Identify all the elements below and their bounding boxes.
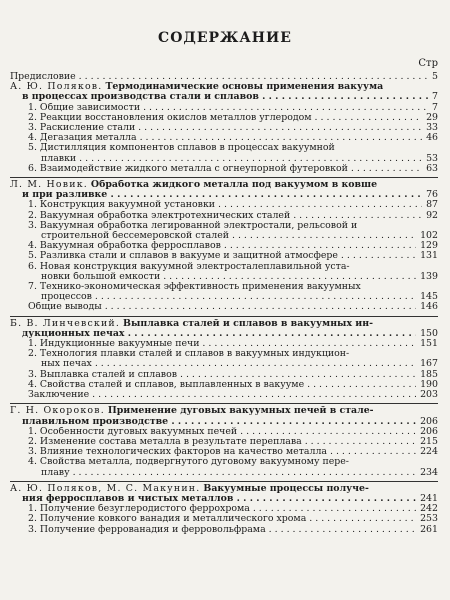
toc-text: 6. Новая конструкция вакуумной электросталеплавильной уста- — [28, 261, 350, 272]
section-divider — [10, 177, 438, 178]
toc-item[interactable] — [10, 427, 438, 437]
toc-section-heading[interactable] — [10, 406, 438, 416]
page-number: 46 — [426, 132, 438, 144]
toc-text: 3. Выплавка сталей и сплавов . . . — [28, 370, 416, 380]
toc-text: 1. Особенности дуговых вакуумных печей . . . — [28, 427, 416, 437]
toc-text: 1. Общие зависимости . . . — [28, 103, 428, 113]
toc-text: Предисловие . . . — [10, 72, 428, 82]
page-number: 146 — [420, 301, 438, 313]
toc-item[interactable] — [10, 251, 438, 261]
section-author: А. Ю. Поляков, М. С. Макунин. — [10, 483, 201, 494]
toc-text: плавильном производстве . . . — [10, 417, 416, 427]
page-column-label: Стр — [418, 58, 438, 69]
toc-item[interactable] — [10, 262, 438, 272]
toc-item[interactable] — [10, 525, 438, 535]
toc-item[interactable] — [10, 113, 438, 123]
section-title: Вакуумные процессы получе- — [203, 483, 369, 494]
page-number: 241 — [420, 492, 438, 504]
toc-item[interactable] — [10, 437, 438, 447]
page-number: 145 — [420, 291, 438, 303]
toc-text: в процессах производства стали и сплавов . . . — [10, 92, 428, 102]
toc-section-heading-cont — [10, 329, 438, 339]
toc-text: 2. Изменение состава металла в результате переплава . . . — [28, 437, 416, 447]
table-of-contents — [10, 72, 438, 535]
toc-item[interactable] — [10, 221, 438, 231]
toc-text: 4. Свойства металла, подвергнутого дуговому вакуумному пере- — [28, 457, 349, 468]
section-divider — [10, 403, 438, 404]
toc-text: новки большой емкости . . . — [41, 272, 416, 282]
toc-item[interactable] — [10, 143, 438, 153]
toc-item[interactable] — [10, 504, 438, 514]
toc-text: 4. Свойства сталей и сплавов, выплавленных в вакууме . . . — [28, 380, 416, 390]
toc-item[interactable] — [10, 349, 438, 359]
toc-section-heading-cont — [10, 494, 438, 504]
toc-item-cont — [10, 272, 438, 282]
toc-item[interactable] — [10, 390, 438, 400]
toc-item[interactable] — [10, 103, 438, 113]
section-author: А. Ю. Поляков. — [10, 82, 103, 93]
section-title: Термодинамические основы применения вакуума — [105, 82, 384, 93]
toc-text: 5. Дистилляция компонентов сплавов в процессах вакуумной — [28, 143, 335, 154]
toc-item[interactable] — [10, 241, 438, 251]
toc-text: и при разливке . . . — [10, 190, 422, 200]
toc-text: 3. Раскисление стали . . . — [28, 123, 422, 133]
toc-item-cont — [10, 359, 438, 369]
toc-text: Общие выводы . . . — [28, 302, 416, 312]
page-number: 102 — [420, 230, 438, 242]
toc-item[interactable] — [10, 282, 438, 292]
page-number: 242 — [420, 503, 438, 515]
toc-text: Заключение . . . — [28, 390, 416, 400]
toc-text: 3. Вакуумная обработка легированной электростали, рельсовой и — [28, 220, 358, 231]
page-number: 215 — [420, 435, 438, 447]
toc-item-cont — [10, 292, 438, 302]
toc-item[interactable] — [10, 123, 438, 133]
toc-text: 1. Конструкция вакуумной установки . . . — [28, 200, 422, 210]
page-number: 224 — [420, 446, 438, 458]
toc-section-heading-cont — [10, 92, 438, 102]
section-title: Применение дуговых вакуумных печей в стале- — [107, 406, 374, 417]
page-number: 53 — [426, 152, 438, 164]
toc-text: ных печах . . . — [41, 359, 416, 369]
toc-section-heading[interactable] — [10, 82, 438, 92]
page-number: 253 — [420, 513, 438, 525]
toc-text: 5. Разливка стали и сплавов в вакууме и защитной атмосфере . . . — [28, 251, 416, 261]
page-number: 131 — [420, 250, 438, 262]
section-author: Л. М. Новик. — [10, 180, 88, 191]
page-number: 185 — [420, 368, 438, 380]
toc-text: 4. Дегазация металла . . . — [28, 133, 422, 143]
toc-text: 3. Получение феррованадия и ферровольфрама . . . — [28, 525, 416, 535]
toc-item-cont — [10, 231, 438, 241]
page-number: 7 — [432, 101, 438, 113]
toc-text: процессов . . . — [41, 292, 416, 302]
page-number: 151 — [420, 338, 438, 350]
toc-text: 1. Индукционные вакуумные печи . . . — [28, 339, 416, 349]
page-number: 139 — [420, 270, 438, 282]
toc-text: 2. Технология плавки сталей и сплавов в вакуумных индукцион- — [28, 349, 350, 360]
toc-item[interactable] — [10, 514, 438, 524]
page-number: 150 — [420, 327, 438, 339]
toc-text: дукционных печах . . . — [10, 329, 416, 339]
page-number: 29 — [426, 111, 438, 123]
toc-item[interactable] — [10, 133, 438, 143]
section-author: Б. В. Линчевский. — [10, 318, 121, 329]
page-number: 7 — [432, 91, 438, 103]
toc-section-heading-cont — [10, 190, 438, 200]
toc-section-heading[interactable] — [10, 319, 438, 329]
toc-item[interactable] — [10, 370, 438, 380]
page-title: СОДЕРЖАНИЕ — [158, 30, 292, 46]
toc-text: 1. Получение безуглеродистого феррохрома . . . — [28, 504, 416, 514]
page-number: 261 — [420, 523, 438, 535]
page-number: 234 — [420, 466, 438, 478]
toc-item-cont — [10, 154, 438, 164]
toc-text: ния ферросплавов и чистых металлов . . . — [10, 494, 416, 504]
toc-item[interactable] — [10, 457, 438, 467]
toc-text: плаву . . . — [41, 468, 416, 478]
section-divider — [10, 481, 438, 482]
page-number: 63 — [426, 162, 438, 174]
section-divider — [10, 316, 438, 317]
section-title: Выплавка сталей и сплавов в вакуумных ин- — [123, 318, 374, 329]
toc-item[interactable] — [10, 211, 438, 221]
toc-text: 6. Взаимодействие жидкого металла с огнеупорной футеровкой . . . — [28, 164, 422, 174]
toc-text: плавки . . . — [41, 154, 422, 164]
toc-text: строительной бессемеровской сталей . . . — [41, 231, 416, 241]
page-number: 167 — [420, 358, 438, 370]
toc-text: 2. Реакции восстановления окислов металлов углеродом . . . — [28, 113, 422, 123]
toc-item[interactable] — [10, 447, 438, 457]
toc-text: 4. Вакуумная обработка ферросплавов . . . — [28, 241, 416, 251]
toc-text: 3. Влияние технологических факторов на качество металла . . . — [28, 447, 416, 457]
page-number: 129 — [420, 240, 438, 252]
page-number: 92 — [426, 209, 438, 221]
toc-item[interactable] — [10, 339, 438, 349]
toc-section-heading[interactable] — [10, 180, 438, 190]
toc-text: 2. Получение ковкого ванадия и металлического хрома . . . — [28, 514, 416, 524]
toc-entry-preface[interactable] — [10, 72, 438, 82]
toc-text: 2. Вакуумная обработка электротехнических сталей . . . — [28, 211, 422, 221]
page-number: 33 — [426, 122, 438, 134]
page-number: 206 — [420, 425, 438, 437]
page-number: 190 — [420, 378, 438, 390]
section-title: Обработка жидкого металла под вакуумом в ковше — [90, 180, 378, 191]
page-number: 5 — [432, 71, 438, 82]
toc-section-heading[interactable] — [10, 484, 438, 494]
toc-item-cont — [10, 468, 438, 478]
page-number: 76 — [426, 189, 438, 201]
page-number: 87 — [426, 199, 438, 211]
toc-item[interactable] — [10, 164, 438, 174]
toc-section-heading-cont — [10, 417, 438, 427]
toc-item[interactable] — [10, 200, 438, 210]
page-number: 206 — [420, 415, 438, 427]
toc-item[interactable] — [10, 380, 438, 390]
toc-item[interactable] — [10, 302, 438, 312]
toc-text: 7. Технико-экономическая эффективность применения вакуумных — [28, 282, 361, 293]
page-number: 203 — [420, 389, 438, 401]
section-author: Г. Н. Окороков. — [10, 406, 105, 417]
